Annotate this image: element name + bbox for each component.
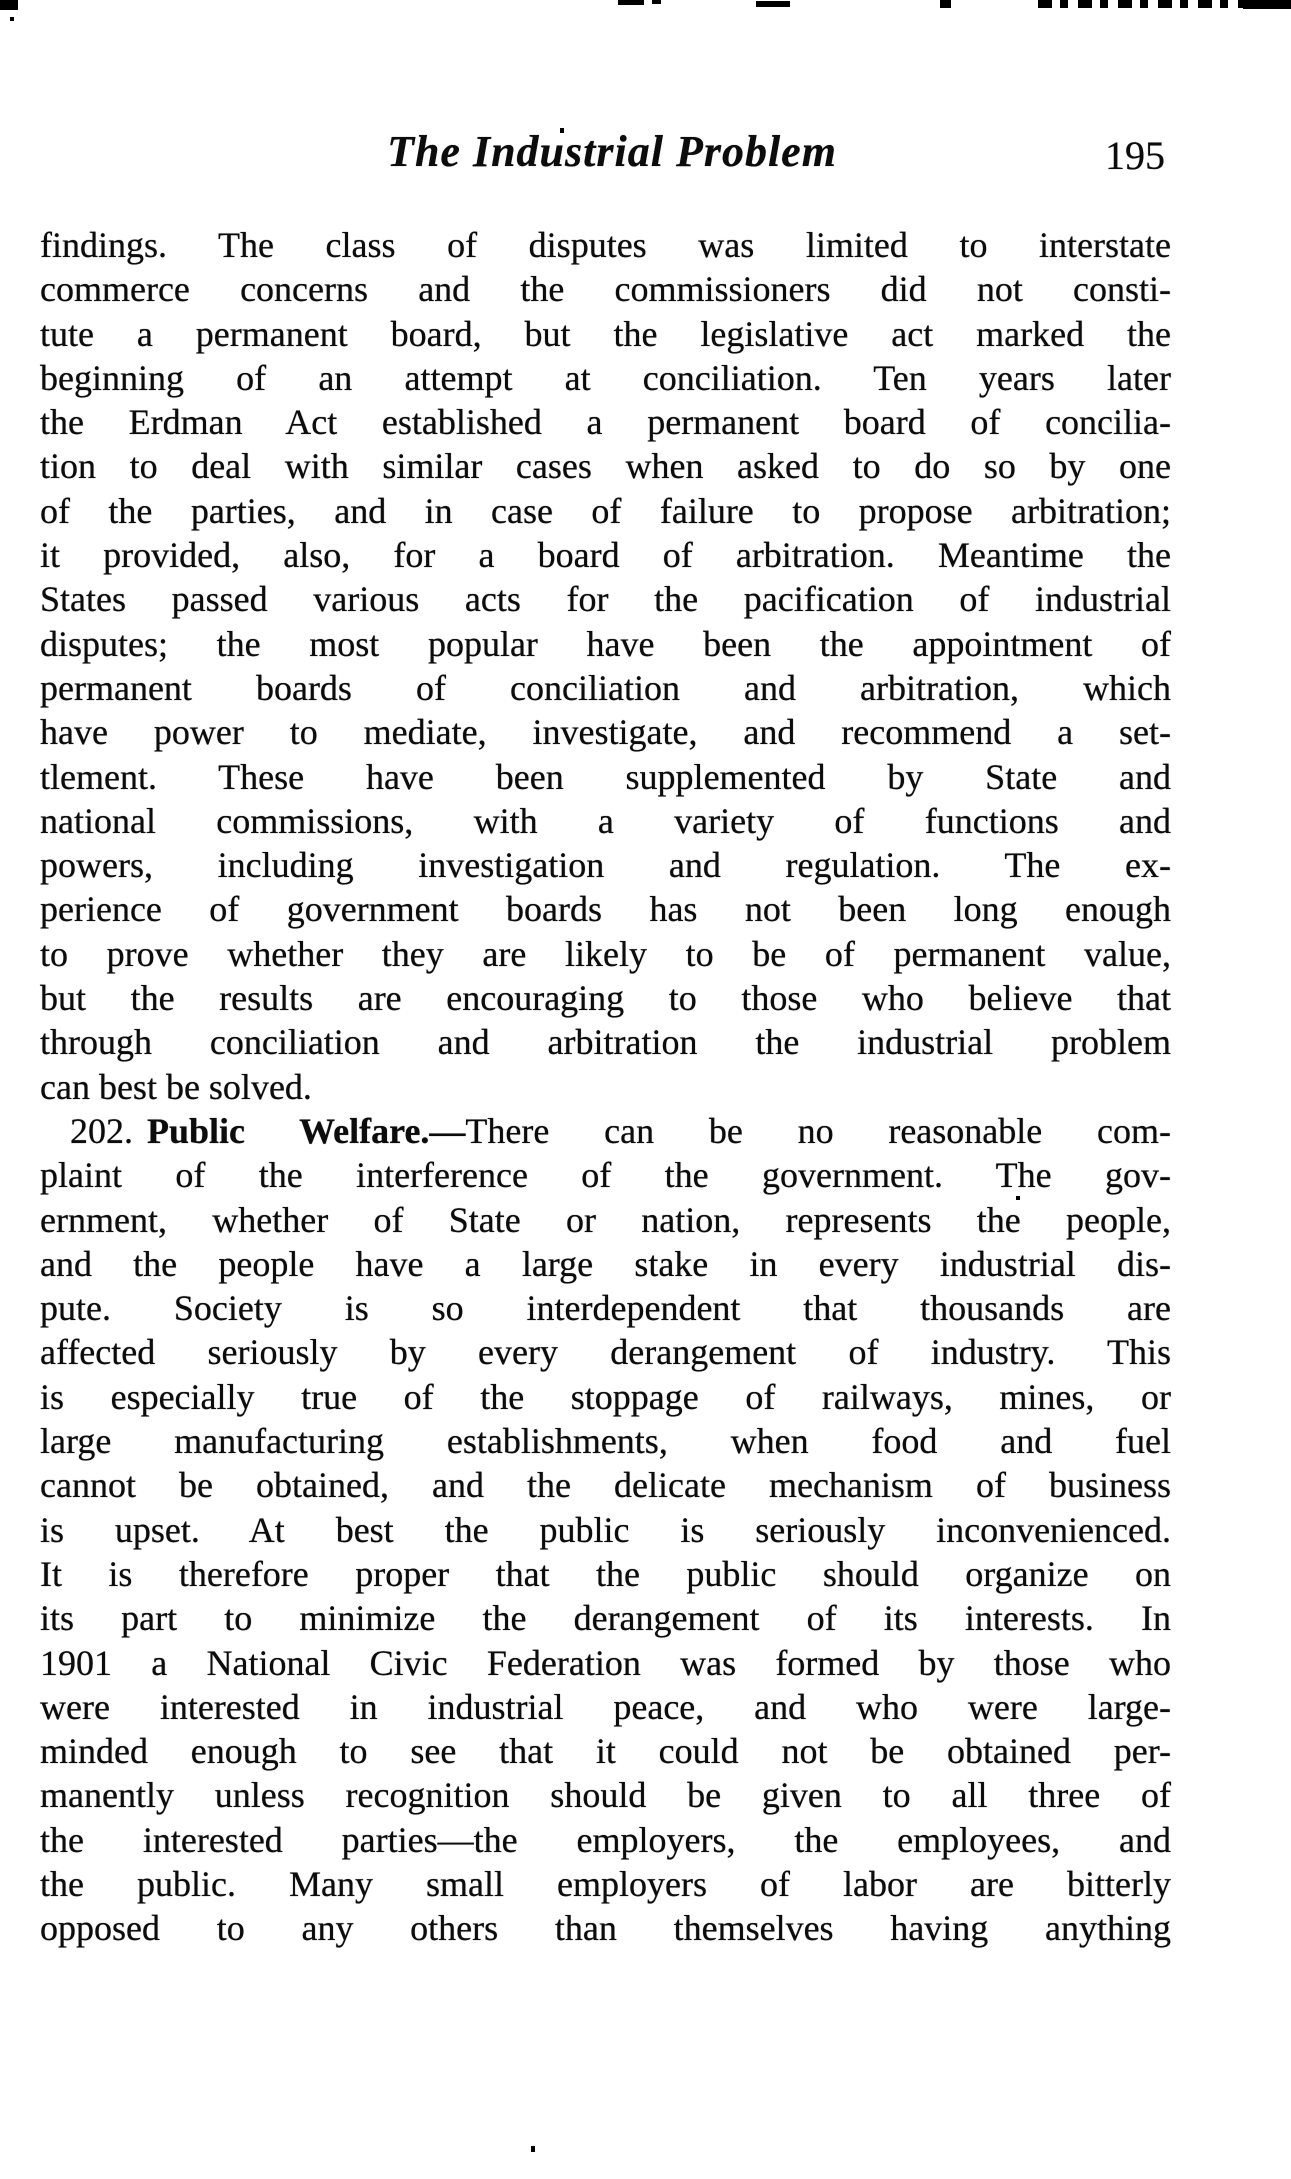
section-heading-line [40,1109,1171,1153]
text-line: 1901 a National Civic Federation was formed by those who [40,1642,1171,1683]
page-number: 195 [1105,133,1165,178]
text-line: the Erdman Act established a permanent board of concilia- [40,402,1171,443]
text-line: disputes; the most popular have been the appointment of [40,623,1171,664]
text-line: its part to minimize the derangement of its interests. In [40,1598,1171,1639]
text-line: national commissions, with a variety of functions and [40,800,1171,841]
text-line: is especially true of the stoppage of railways, mines, or [40,1376,1171,1417]
paragraph-2 [40,1153,1171,1950]
text-line: tute a permanent board, but the legislative act marked the [40,313,1171,354]
scan-artifact [0,0,18,10]
text-line: plaint of the interference of the government. The gov- [40,1155,1171,1196]
text-line: affected seriously by every derangement of industry. This [40,1332,1171,1373]
text-line: through conciliation and arbitration the industrial problem [40,1022,1171,1063]
text-line: the interested parties—the employers, the employees, and [40,1819,1171,1860]
text-line: large manufacturing establishments, when food and fuel [40,1421,1171,1462]
text-line: findings. The class of disputes was limited to interstate [40,225,1171,265]
section-heading: Public Welfare.— [147,1110,466,1151]
text-line: of the parties, and in case of failure to propose arbitration; [40,490,1171,531]
scan-artifact [940,0,951,8]
text-line: is upset. At best the public is seriously inconvenienced. [40,1509,1171,1550]
text-line: States passed various acts for the pacification of industrial [40,579,1171,620]
text-line: have power to mediate, investigate, and recommend a set- [40,712,1171,753]
scan-artifact [756,1,790,7]
text-line: It is therefore proper that the public should organize on [40,1553,1171,1594]
text-line: were interested in industrial peace, and who were large- [40,1686,1171,1727]
text-line: minded enough to see that it could not be obtained per- [40,1731,1171,1772]
text-line: can best be solved. [40,1066,312,1107]
scan-artifact [1243,0,1291,9]
scan-artifact [10,17,14,21]
text-line: it provided, also, for a board of arbitration. Meantime the [40,535,1171,576]
scan-artifact [618,0,644,5]
text-line: beginning of an attempt at conciliation. Ten years later [40,357,1171,398]
section-lead-text: There can be no reasonable com- [465,1110,1171,1151]
text-line: opposed to any others than themselves having anything [40,1908,1171,1949]
paragraph-1 [40,223,1171,1109]
text-line: permanent boards of conciliation and arbitration, which [40,667,1171,708]
text-line: powers, including investigation and regulation. The ex- [40,845,1171,886]
text-line: cannot be obtained, and the delicate mechanism of business [40,1465,1171,1506]
scan-artifact [531,2146,535,2152]
text-line: the public. Many small employers of labor are bitterly [40,1863,1171,1904]
running-head [0,126,1291,192]
text-line: pute. Society is so interdependent that thousands are [40,1288,1171,1329]
scan-artifact [652,0,661,4]
text-line: to prove whether they are likely to be of permanent value, [40,933,1171,974]
text-line: commerce concerns and the commissioners did not consti- [40,269,1171,310]
text-line: perience of government boards has not been long enough [40,889,1171,930]
section-number: 202. [70,1110,133,1151]
text-line: but the results are encouraging to those who believe that [40,978,1171,1019]
text-line: manently unless recognition should be given to all three of [40,1775,1171,1816]
page-title: The Industrial Problem [387,127,837,176]
page-body [40,223,1171,1951]
text-line: ernment, whether of State or nation, represents the people, [40,1199,1171,1240]
text-line: and the people have a large stake in every industrial dis- [40,1243,1171,1284]
text-line: tlement. These have been supplemented by State and [40,756,1171,797]
text-line: tion to deal with similar cases when asked to do so by one [40,446,1171,487]
